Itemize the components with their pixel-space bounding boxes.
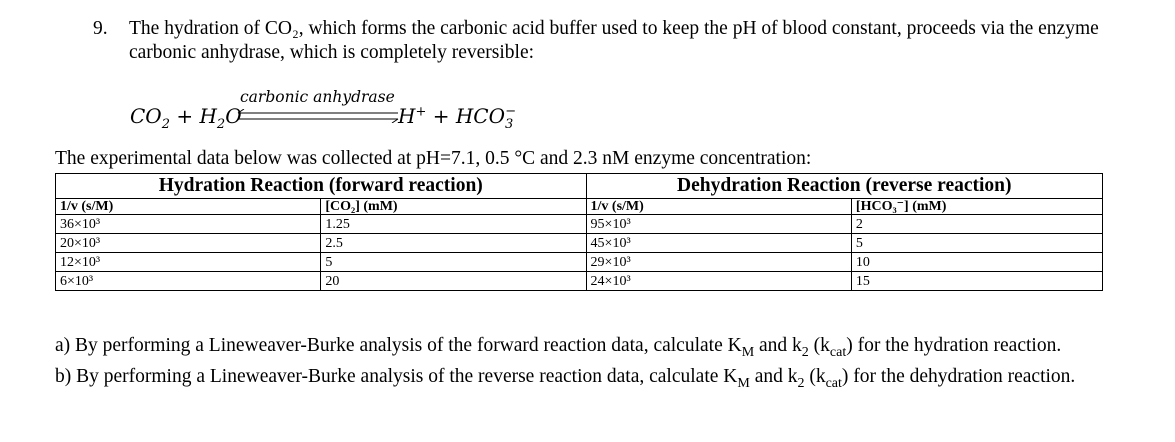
column-header: 1/v (s/M) bbox=[586, 199, 851, 215]
table-cell: 20×10³ bbox=[56, 234, 321, 253]
table-cell: 2.5 bbox=[321, 234, 586, 253]
reaction-equation bbox=[130, 88, 590, 140]
equation-products: $H^+ + HCO_3^-$ bbox=[398, 104, 517, 132]
intro-text: The experimental data below was collected at pH=7.1, 0.5 °C and 2.3 nM enzyme concentration: bbox=[55, 148, 812, 169]
forward-reaction-header: Hydration Reaction (forward reaction) bbox=[56, 174, 587, 199]
sub-questions bbox=[55, 334, 1145, 396]
table-row bbox=[56, 272, 1103, 291]
equation-reactants: $CO_2 + H_2O$ bbox=[130, 104, 242, 132]
table-cell: 2 bbox=[851, 215, 1102, 234]
table-cell: 5 bbox=[321, 253, 586, 272]
catalyst-label: carbonic anhydrase bbox=[240, 88, 395, 106]
part-b-text: b) By performing a Lineweaver-Burke analysis of the reverse reaction data, calculate $K_M$ and $k_2$ $(k_{cat})$ for the dehydration reaction. bbox=[55, 365, 1076, 391]
table-cell: 10 bbox=[851, 253, 1102, 272]
part-a-text: a) By performing a Lineweaver-Burke analysis of the forward reaction data, calculate $K_M$ and $k_2$ $(k_{cat})$ for the hydration reaction. bbox=[55, 335, 1062, 360]
reverse-reaction-header: Dehydration Reaction (reverse reaction) bbox=[586, 174, 1102, 199]
table-cell: 24×10³ bbox=[586, 272, 851, 291]
column-header: [CO₂] (mM) bbox=[321, 199, 586, 215]
table-cell: 29×10³ bbox=[586, 253, 851, 272]
table-cell: 12×10³ bbox=[56, 253, 321, 272]
table-cell: 20 bbox=[321, 272, 586, 291]
question-number: 9. bbox=[93, 18, 108, 39]
table-row bbox=[56, 234, 1103, 253]
table-cell: 36×10³ bbox=[56, 215, 321, 234]
table-row bbox=[56, 253, 1103, 272]
question-text: The hydration of CO₂, which forms the carbonic acid buffer used to keep the pH of blood constant, proceeds via the enzyme carbonic anhydrase, which is completely reversible: bbox=[129, 18, 1099, 63]
table-cell: 15 bbox=[851, 272, 1102, 291]
table-row bbox=[56, 215, 1103, 234]
table-cell: 1.25 bbox=[321, 215, 586, 234]
table-cell: 45×10³ bbox=[586, 234, 851, 253]
table-cell: 6×10³ bbox=[56, 272, 321, 291]
column-header: 1/v (s/M) bbox=[56, 199, 321, 215]
reversible-arrow-icon bbox=[236, 109, 401, 123]
column-header: [HCO₃⁻] (mM) bbox=[851, 199, 1102, 215]
kinetics-data-table bbox=[55, 173, 1103, 291]
table-cell: 5 bbox=[851, 234, 1102, 253]
table-cell: 95×10³ bbox=[586, 215, 851, 234]
